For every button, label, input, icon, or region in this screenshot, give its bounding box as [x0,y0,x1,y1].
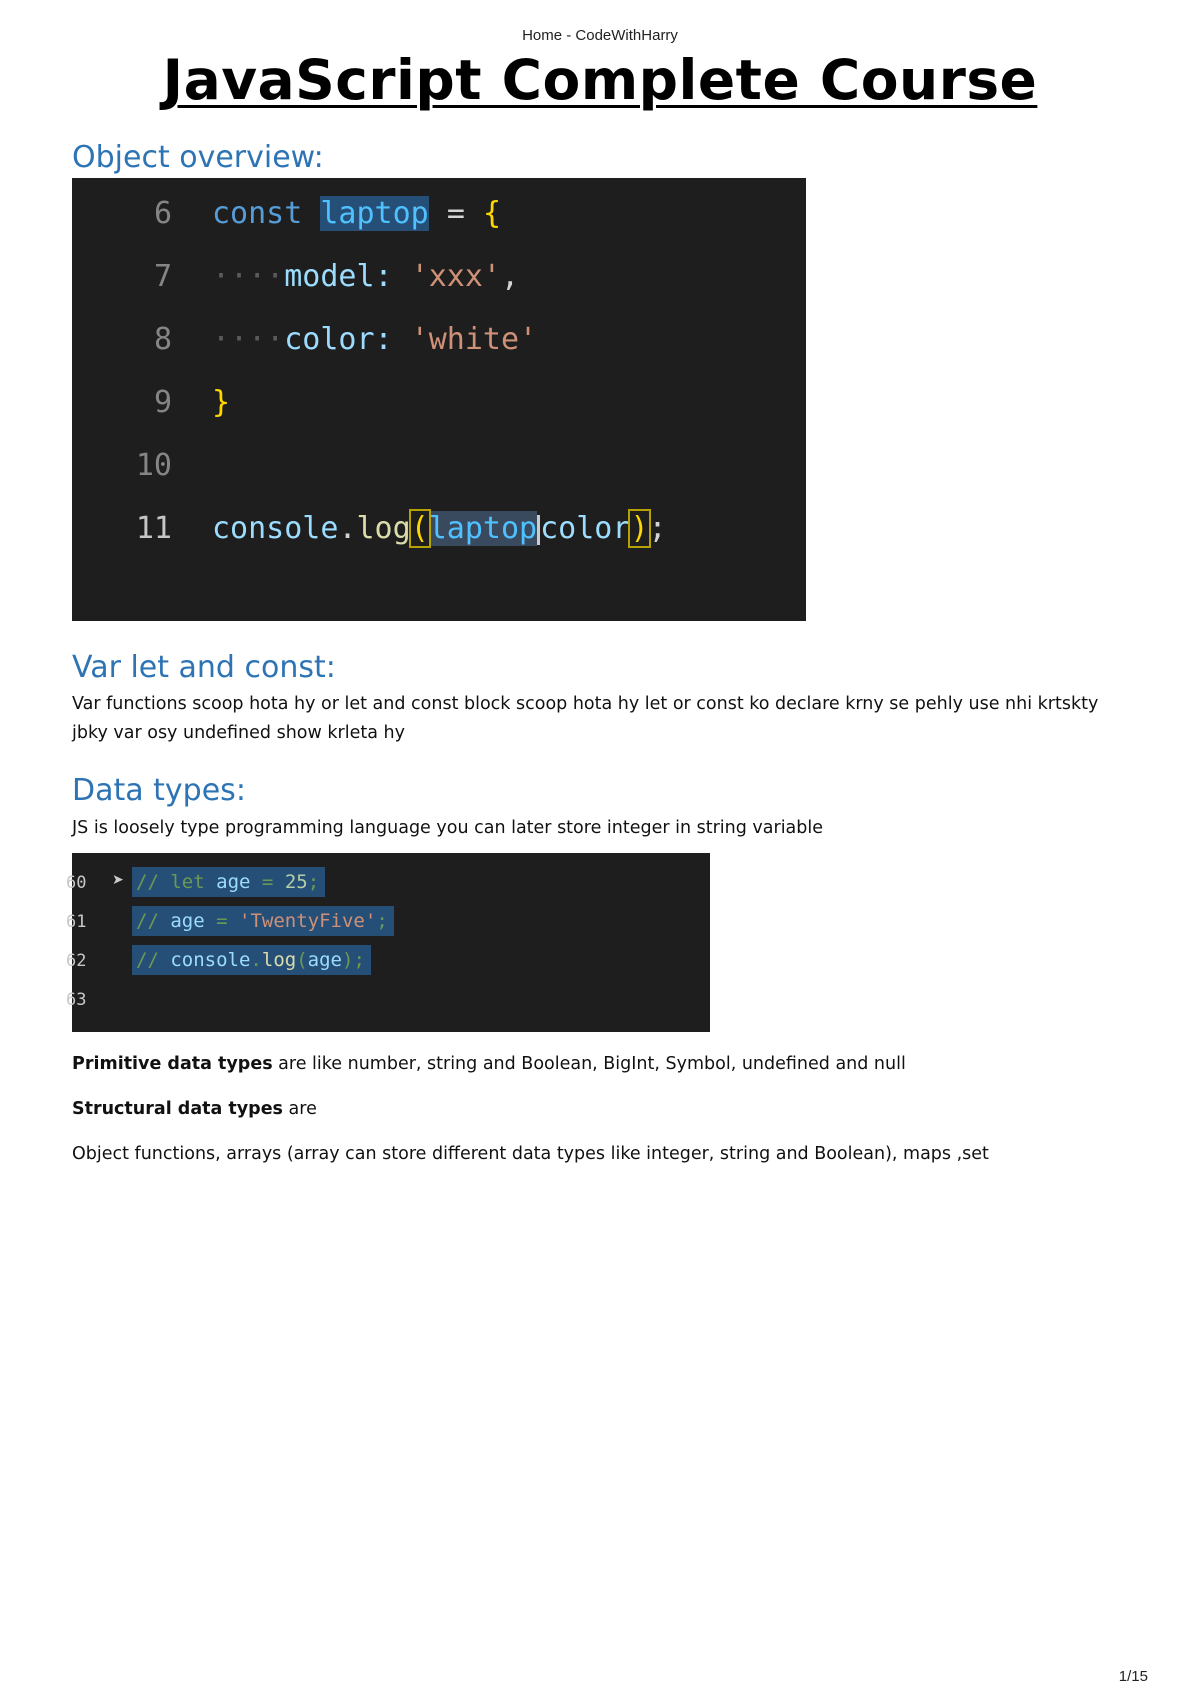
code-line: console.log(laptop color); [212,511,667,546]
paragraph-var-let-const: Var functions scoop hota hy or let and const block scoop hota hy let or const ko declare krny se pehly use nhi krtskty jbky var osy undefined show krleta hy [72,694,1099,743]
heading-var-let-const: Var let and const: [72,650,336,685]
line-number: 61 [66,912,87,932]
paragraph-structural-list: Object functions, arrays (array can store different data types like integer, string and Boolean), maps ,set [72,1144,989,1164]
heading-data-types: Data types: [72,773,246,808]
mouse-pointer-icon: ➤ [112,871,124,887]
paragraph-primitive-types: Primitive data types are like number, string and Boolean, BigInt, Symbol, undefined and null [72,1054,906,1074]
structural-label: Structural data types [72,1099,283,1119]
line-number: 9 [153,385,172,420]
code-line: ····model: 'xxx', [212,259,520,294]
line-number: 10 [135,448,172,483]
line-number: 62 [66,951,87,971]
code-line: } [212,385,231,420]
code-line: const laptop = { [212,196,501,231]
document-title: JavaScript Complete Course [162,48,1038,112]
code-line: // let age = 25; [132,867,325,897]
code-line: ····color: 'white' [212,322,538,357]
line-number: 6 [153,196,172,231]
paragraph-data-types: JS is loosely type programming language you can later store integer in string variable [72,818,824,838]
code-line: // age = 'TwentyFive'; [132,906,394,936]
line-number-active: 11 [135,511,172,546]
line-number: 60 [66,873,87,893]
line-number: 8 [153,322,172,357]
code-screenshot-data-types [66,853,710,1032]
heading-object-overview: Object overview: [72,140,324,175]
code-screenshot-object [72,178,806,621]
paragraph-structural-types: Structural data types are [72,1099,317,1119]
site-title: Home - CodeWithHarry [522,27,678,44]
primitive-label: Primitive data types [72,1054,273,1074]
line-number: 63 [66,990,87,1010]
line-number: 7 [153,259,172,294]
page-indicator: 1/15 [1118,1668,1148,1685]
code-line: // console.log(age); [132,945,371,975]
